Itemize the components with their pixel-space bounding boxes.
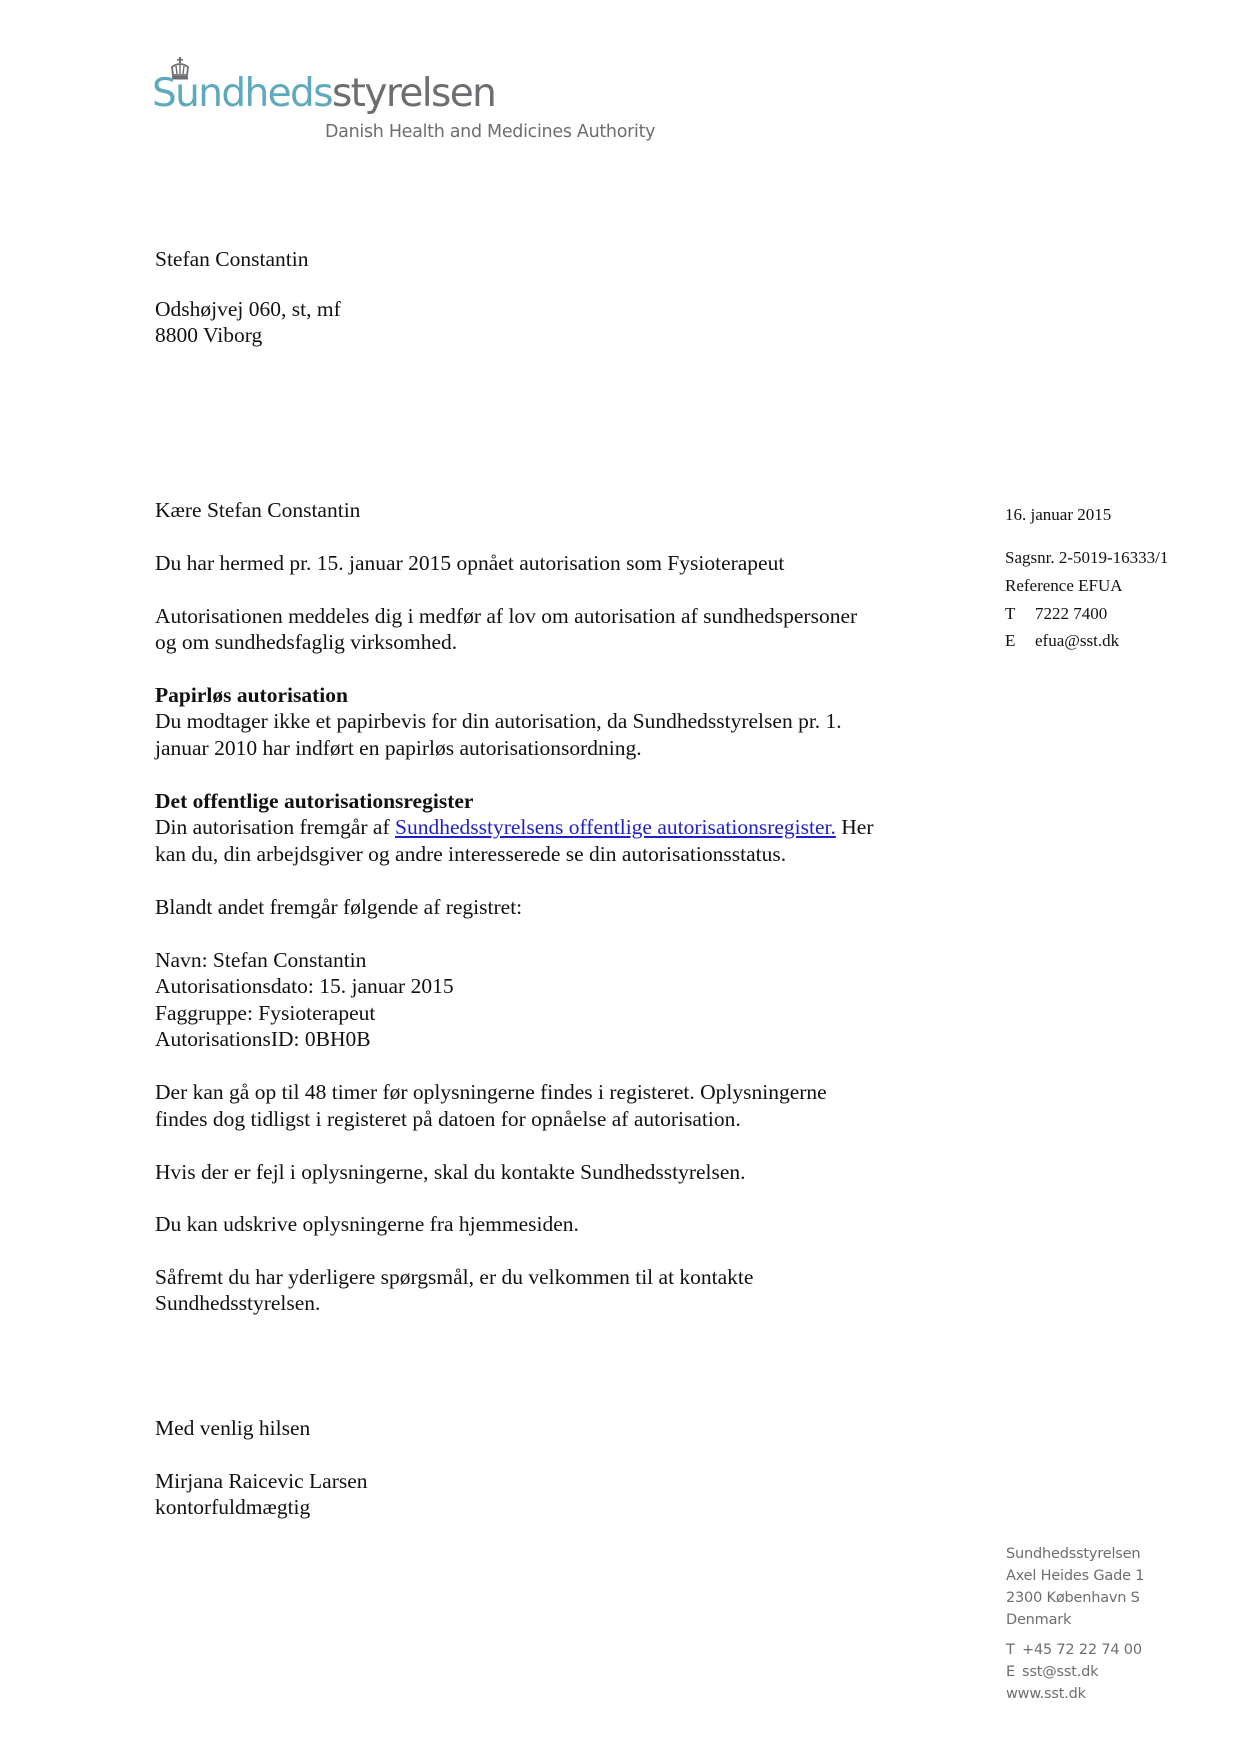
contact-phone <box>1005 604 1107 624</box>
paragraph-3-line-2: januar 2010 har indført en papirløs autorisationsordning. <box>155 736 642 760</box>
footer-city: 2300 København S <box>1006 1590 1140 1606</box>
footer-email-value[interactable]: sst@sst.dk <box>1022 1664 1099 1680</box>
case-number: Sagsnr. 2-5019-16333/1 <box>1005 548 1169 567</box>
footer-web[interactable]: www.sst.dk <box>1006 1686 1086 1702</box>
paragraph-4-line-2: kan du, din arbejdsgiver og andre interesserede se din autorisationsstatus. <box>155 842 787 866</box>
contact-email <box>1005 631 1119 651</box>
recipient-name: Stefan Constantin <box>155 247 309 271</box>
register-id: AutorisationsID: 0BH0B <box>155 1027 371 1051</box>
logo-part-styrelsen: styrelsen <box>331 71 496 116</box>
register-group: Faggruppe: Fysioterapeut <box>155 1001 376 1025</box>
paragraph-4-line-1 <box>155 814 874 840</box>
greeting: Kære Stefan Constantin <box>155 498 361 522</box>
paragraph-3-line-1: Du modtager ikke et papirbevis for din autorisation, da Sundhedsstyrelsen pr. 1. <box>155 709 842 733</box>
paragraph-6-line-1: Der kan gå op til 48 timer før oplysningerne findes i registeret. Oplysningerne <box>155 1080 827 1104</box>
signer-title: kontorfuldmægtig <box>155 1495 311 1519</box>
email-label: E <box>1005 631 1016 650</box>
paragraph-9-line-2: Sundhedsstyrelsen. <box>155 1291 321 1315</box>
footer-phone-value: +45 72 22 74 00 <box>1022 1642 1142 1658</box>
paragraph-6-line-2: findes dog tidligst i registeret på datoen for opnåelse af autorisation. <box>155 1107 741 1131</box>
logo-part-sundheds: Sundheds <box>152 71 332 116</box>
footer-phone-label: T <box>1006 1642 1015 1658</box>
signer-name: Mirjana Raicevic Larsen <box>155 1469 368 1493</box>
logo-wordmark <box>152 70 495 118</box>
paragraph-9-line-1: Såfremt du har yderligere spørgsmål, er du velkommen til at kontakte <box>155 1265 754 1289</box>
letter-date: 16. januar 2015 <box>1005 505 1112 524</box>
footer-email-label: E <box>1006 1664 1015 1680</box>
footer-street: Axel Heides Gade 1 <box>1006 1568 1145 1584</box>
heading-paperless: Papirløs autorisation <box>155 683 348 707</box>
paragraph-4-pre: Din autorisation fremgår af <box>155 815 395 839</box>
logo-subtitle: Danish Health and Medicines Authority <box>325 122 656 142</box>
email-value[interactable]: efua@sst.dk <box>1035 631 1120 650</box>
phone-label: T <box>1005 604 1016 623</box>
register-name: Navn: Stefan Constantin <box>155 948 367 972</box>
paragraph-8: Du kan udskrive oplysningerne fra hjemmesiden. <box>155 1212 579 1236</box>
recipient-city: 8800 Viborg <box>155 323 263 347</box>
reference: Reference EFUA <box>1005 576 1123 595</box>
closing-salutation: Med venlig hilsen <box>155 1416 311 1440</box>
footer-email <box>1006 1663 1098 1681</box>
register-link[interactable]: Sundhedsstyrelsens offentlige autorisationsregister. <box>395 815 836 839</box>
register-date: Autorisationsdato: 15. januar 2015 <box>155 974 454 998</box>
paragraph-4-post: Her <box>835 815 874 839</box>
paragraph-2-line-2: og om sundhedsfaglig virksomhed. <box>155 630 458 654</box>
heading-register: Det offentlige autorisationsregister <box>155 789 474 813</box>
footer-phone <box>1006 1641 1142 1659</box>
paragraph-1: Du har hermed pr. 15. januar 2015 opnået autorisation som Fysioterapeut <box>155 551 785 575</box>
footer-country: Denmark <box>1006 1612 1072 1628</box>
footer-org: Sundhedsstyrelsen <box>1006 1546 1141 1562</box>
paragraph-5: Blandt andet fremgår følgende af registret: <box>155 895 523 919</box>
paragraph-2-line-1: Autorisationen meddeles dig i medfør af lov om autorisation af sundhedspersoner <box>155 604 858 628</box>
recipient-street: Odshøjvej 060, st, mf <box>155 297 341 321</box>
logo <box>152 56 712 156</box>
paragraph-7: Hvis der er fejl i oplysningerne, skal du kontakte Sundhedsstyrelsen. <box>155 1160 746 1184</box>
phone-value: 7222 7400 <box>1035 604 1108 623</box>
